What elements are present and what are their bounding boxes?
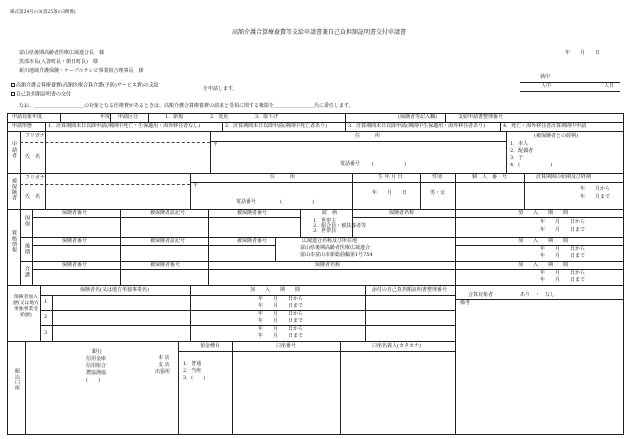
divider	[7, 285, 624, 286]
divider	[455, 341, 456, 435]
care-from: 年 月 日から	[540, 270, 586, 276]
relation-2[interactable]: 2．配偶者	[510, 148, 534, 154]
insured-personal-no-label: 個 人 番 号	[472, 174, 508, 180]
relation-head[interactable]: 1．世帯主	[313, 218, 337, 224]
account-name-label: 口座名義人(カタカナ)	[372, 343, 421, 349]
deposit-current[interactable]: 2．当座	[183, 368, 202, 374]
history-row-2-from: 年 月 日から	[258, 311, 304, 317]
divider	[40, 285, 41, 341]
relation-1[interactable]: 1．本人	[510, 141, 529, 147]
care-header-insurer-no: 保険者番号	[62, 262, 88, 268]
divider	[208, 209, 209, 237]
history-row-2-no: 2	[44, 314, 48, 320]
relation-3[interactable]: 3．子	[510, 155, 524, 161]
history-row-3-from: 年 月 日から	[258, 326, 304, 332]
insured-dob-value: 年 月 日	[372, 190, 408, 196]
divider	[45, 173, 46, 209]
later-from: 年 月 日から	[540, 246, 586, 252]
divider	[445, 113, 446, 122]
bank-type-other[interactable]: ( )	[86, 377, 100, 383]
later-header-insured-no: 被保険者番号	[237, 238, 268, 244]
year-label: 年度	[100, 114, 111, 120]
apply-form-opt3[interactable]: 3．計算期間末日以降申請(期間中生保適用・海外移住者あり)	[348, 123, 486, 129]
eligibility-section-label: 資格情報	[10, 230, 17, 253]
divider	[352, 173, 353, 209]
divider	[120, 209, 121, 237]
national-to: 年 月 日まで	[540, 227, 586, 233]
divider	[420, 173, 421, 209]
branch-office[interactable]: 出張所	[155, 369, 171, 375]
later-insurer-address: 富山市富山市新総曲輪第1号754	[300, 252, 373, 258]
history-row-1-no: 1	[44, 299, 48, 305]
later-elderly-label: 後期	[23, 243, 30, 255]
header-insured-symbol: 被保険者証記号	[150, 210, 186, 216]
history-row-1-to: 年 月 日まで	[258, 303, 304, 309]
addressee-3: 新川地域介護保険・ケーブルテレビ事業組合理事長 様	[19, 68, 144, 74]
addressee-1: 富山県後期高齢者医療広域連合長 様	[19, 50, 105, 56]
divider	[40, 295, 455, 296]
insured-postal: 〒	[193, 183, 199, 189]
divider	[506, 131, 507, 173]
divider	[352, 217, 624, 218]
header-insured-no: 被保険者番号	[237, 210, 268, 216]
divider	[300, 209, 301, 237]
applicant-address-label: 住 所	[355, 133, 381, 139]
divider	[32, 269, 624, 270]
divider	[210, 131, 211, 173]
divider	[40, 310, 455, 311]
divider	[208, 237, 209, 261]
bank-type-kumiai[interactable]: 信用組合	[86, 363, 107, 369]
divider	[524, 173, 525, 209]
insured-phone-paren: ( )	[280, 199, 314, 205]
divider	[232, 341, 233, 435]
divider	[275, 237, 276, 261]
applicant-furigana-label: フリガナ	[25, 133, 45, 139]
divider	[208, 261, 209, 285]
period-person-label: 人中	[541, 83, 552, 89]
later-insurer-name: 富山県後期高齢者医療広域連合	[300, 245, 371, 251]
bank-section-label: 振込口座	[13, 368, 20, 391]
divider	[190, 285, 191, 341]
checkbox-2-label: 自己負担額証明書の交付	[16, 91, 72, 98]
divider	[40, 325, 455, 326]
checkbox-row-2[interactable]	[11, 92, 71, 98]
divider	[45, 122, 46, 131]
bank-type-nokyo[interactable]: 農協漁協	[86, 370, 107, 376]
history-section-label: 保険者加入歴(又は地方単独事業受給歴)	[13, 295, 39, 318]
relation-4[interactable]: 4．( )	[510, 162, 553, 168]
checkbox-icon[interactable]	[11, 92, 15, 96]
header-period: 加 入 期 間	[518, 210, 569, 216]
doc-number-label: 支給申請書整理番号	[458, 114, 504, 120]
remarks-label: 備考	[460, 300, 471, 306]
divider	[45, 131, 46, 173]
history-header-period: 加 入 期 間	[250, 287, 301, 293]
applicant-phone-label: 電話番号	[340, 161, 361, 167]
divider	[32, 245, 275, 246]
divider	[148, 113, 149, 122]
category-withdraw[interactable]: 3．取下げ	[255, 114, 279, 120]
header-continuity: 続 柄	[322, 210, 338, 216]
relation-title: (被保険者との続柄)	[534, 133, 578, 139]
account-no-label: 口座番号	[276, 343, 297, 349]
history-row-1-from: 年 月 日から	[258, 296, 304, 302]
divider	[178, 351, 455, 352]
target-year-label: 申請対象年度	[12, 114, 43, 120]
divider	[32, 217, 300, 218]
application-date: 年 月 日	[565, 50, 601, 56]
divider	[25, 341, 26, 435]
divider	[345, 122, 346, 131]
later-header-insurer-no: 保険者番号	[62, 238, 88, 244]
insured-furigana-label: フリガナ	[25, 175, 45, 181]
divider	[345, 113, 346, 122]
history-row-3-no: 3	[44, 330, 48, 336]
divider	[222, 122, 223, 131]
period-day-label: 人日	[604, 83, 615, 89]
form-number: 様式第24号の3(第25条の3関係)	[10, 10, 76, 15]
insured-period-to: 年 月まで	[580, 194, 611, 200]
divider	[190, 182, 624, 183]
history-row-2-to: 年 月 日まで	[258, 318, 304, 324]
period-underline-2	[520, 91, 620, 92]
relation-household[interactable]: 3．世帯員	[313, 228, 337, 234]
divider	[7, 173, 624, 174]
checkbox-icon[interactable]	[11, 83, 15, 87]
divider	[455, 285, 456, 341]
insurer-entry-label: (保険者等記入欄)	[398, 114, 437, 120]
applicant-name-label: 氏 名	[25, 154, 41, 160]
apply-suffix: を申請します。	[203, 86, 238, 92]
divider	[20, 173, 21, 209]
insured-phone-label: 電話番号	[236, 199, 257, 205]
header-insurer-name: 保険者名称	[389, 210, 415, 216]
insured-sex-value[interactable]: 男・女	[430, 190, 446, 196]
divider	[20, 142, 210, 143]
divider	[455, 209, 456, 285]
care-header-insurer-name: 保険者名称	[315, 262, 341, 268]
later-to: 年 月 日まで	[540, 253, 586, 259]
delegation-statement: なお、＿＿＿＿＿＿＿＿＿＿の対象となる医療費があるときは、高額介護合算療養費の請求と受領に関する権限を＿＿＿＿＿＿＿＿氏に委任します。	[19, 103, 354, 109]
insured-period-from: 年 月から	[580, 186, 611, 192]
divider	[178, 341, 179, 435]
divider	[340, 341, 341, 435]
deposit-type-label: 預金種目	[200, 343, 221, 349]
divider	[210, 141, 506, 142]
apply-form-opt4[interactable]: 4．死亡・海外移住者計算期間中申請	[503, 123, 587, 129]
relation-member[interactable]: 2．組合員・被扶養者等	[313, 223, 367, 229]
divider	[455, 173, 456, 209]
care-insurance-label: 介護	[23, 266, 30, 278]
category-label: 申請区分	[118, 114, 139, 120]
category-new[interactable]: 1．新規	[165, 114, 184, 120]
history-header-name: 保険者名(又は地方単独事業名)	[80, 287, 149, 293]
checkbox-1-label: 高額介護合算療養費(高額医療合算介護(予防)サービス費)の支給	[16, 82, 159, 89]
applicant-postal: 〒	[213, 142, 219, 148]
divider	[60, 113, 61, 122]
history-row-3-to: 年 月 日まで	[258, 333, 304, 339]
branch-main[interactable]: 本 店	[158, 355, 170, 361]
header-insurer-no: 保険者番号	[62, 210, 88, 216]
national-insurance-label: 国保	[23, 215, 30, 227]
period-start-label: 執中	[540, 74, 551, 80]
addressee-2: 黒部市長(入善町長・朝日町長) 様	[19, 59, 98, 65]
divider	[7, 341, 455, 342]
insured-dob-label: 生 年 月 日	[378, 174, 403, 180]
apply-form-opt1[interactable]: 1．計算期間末日以降申請(期間中死亡・生保適用・海外移住者なし)	[48, 123, 201, 129]
applicant-section-label: 申請者	[10, 141, 17, 159]
insured-name-label: 氏 名	[25, 194, 41, 200]
insured-address-label: 住 所	[270, 174, 296, 180]
divider	[120, 237, 121, 261]
divider	[110, 113, 111, 122]
applicant-phone-paren: ( )	[372, 161, 406, 167]
care-header-insured-symbol: 被保険者番号	[150, 262, 181, 268]
bank-type-bank[interactable]: 銀行	[92, 349, 103, 355]
national-from: 年 月 日から	[540, 219, 586, 225]
divider	[455, 299, 624, 300]
divider	[7, 131, 624, 132]
later-header-period: 加 入 期 間	[518, 238, 569, 244]
insured-section-label: 被保険者	[10, 178, 17, 201]
later-insurer-title: 広域連合名称及び所在地	[302, 238, 358, 244]
care-to: 年 月 日まで	[540, 277, 586, 283]
apply-form-label: 申請形態	[12, 123, 33, 129]
combined-target-value[interactable]: あり ・ なし	[520, 292, 556, 298]
branch-sub[interactable]: 支 店	[158, 362, 170, 368]
divider	[20, 209, 21, 285]
divider	[120, 261, 121, 285]
divider	[52, 295, 53, 341]
deposit-ordinary[interactable]: 1．普通	[183, 361, 202, 367]
divider	[32, 209, 33, 285]
divider	[20, 131, 21, 173]
deposit-other[interactable]: 3．( )	[183, 375, 206, 381]
history-header-cert: 添付の自己負担額証明書整理番号	[372, 287, 448, 293]
category-change[interactable]: 2．変更	[210, 114, 229, 120]
care-header-period: 加 入 期 間	[518, 262, 569, 268]
divider	[190, 173, 191, 209]
bank-type-shinkin[interactable]: 信用金庫	[86, 356, 107, 362]
form-title: 高額介護合算療養費等支給申請書兼自己負担額証明書交付申請書	[232, 29, 407, 36]
divider	[365, 285, 366, 341]
insured-sex-label: 性別	[432, 174, 443, 180]
divider	[500, 122, 501, 131]
later-header-insured-symbol: 被保険者証記号	[150, 238, 186, 244]
checkbox-row-1[interactable]	[11, 83, 159, 89]
insured-period-title: 計算期間の始期及び終期	[536, 174, 592, 180]
divider	[352, 209, 353, 237]
apply-form-opt2[interactable]: 2．計算期間末日以降申請(期間中死亡者あり)	[225, 123, 328, 129]
combined-target-label: 合算対象者	[468, 292, 494, 298]
